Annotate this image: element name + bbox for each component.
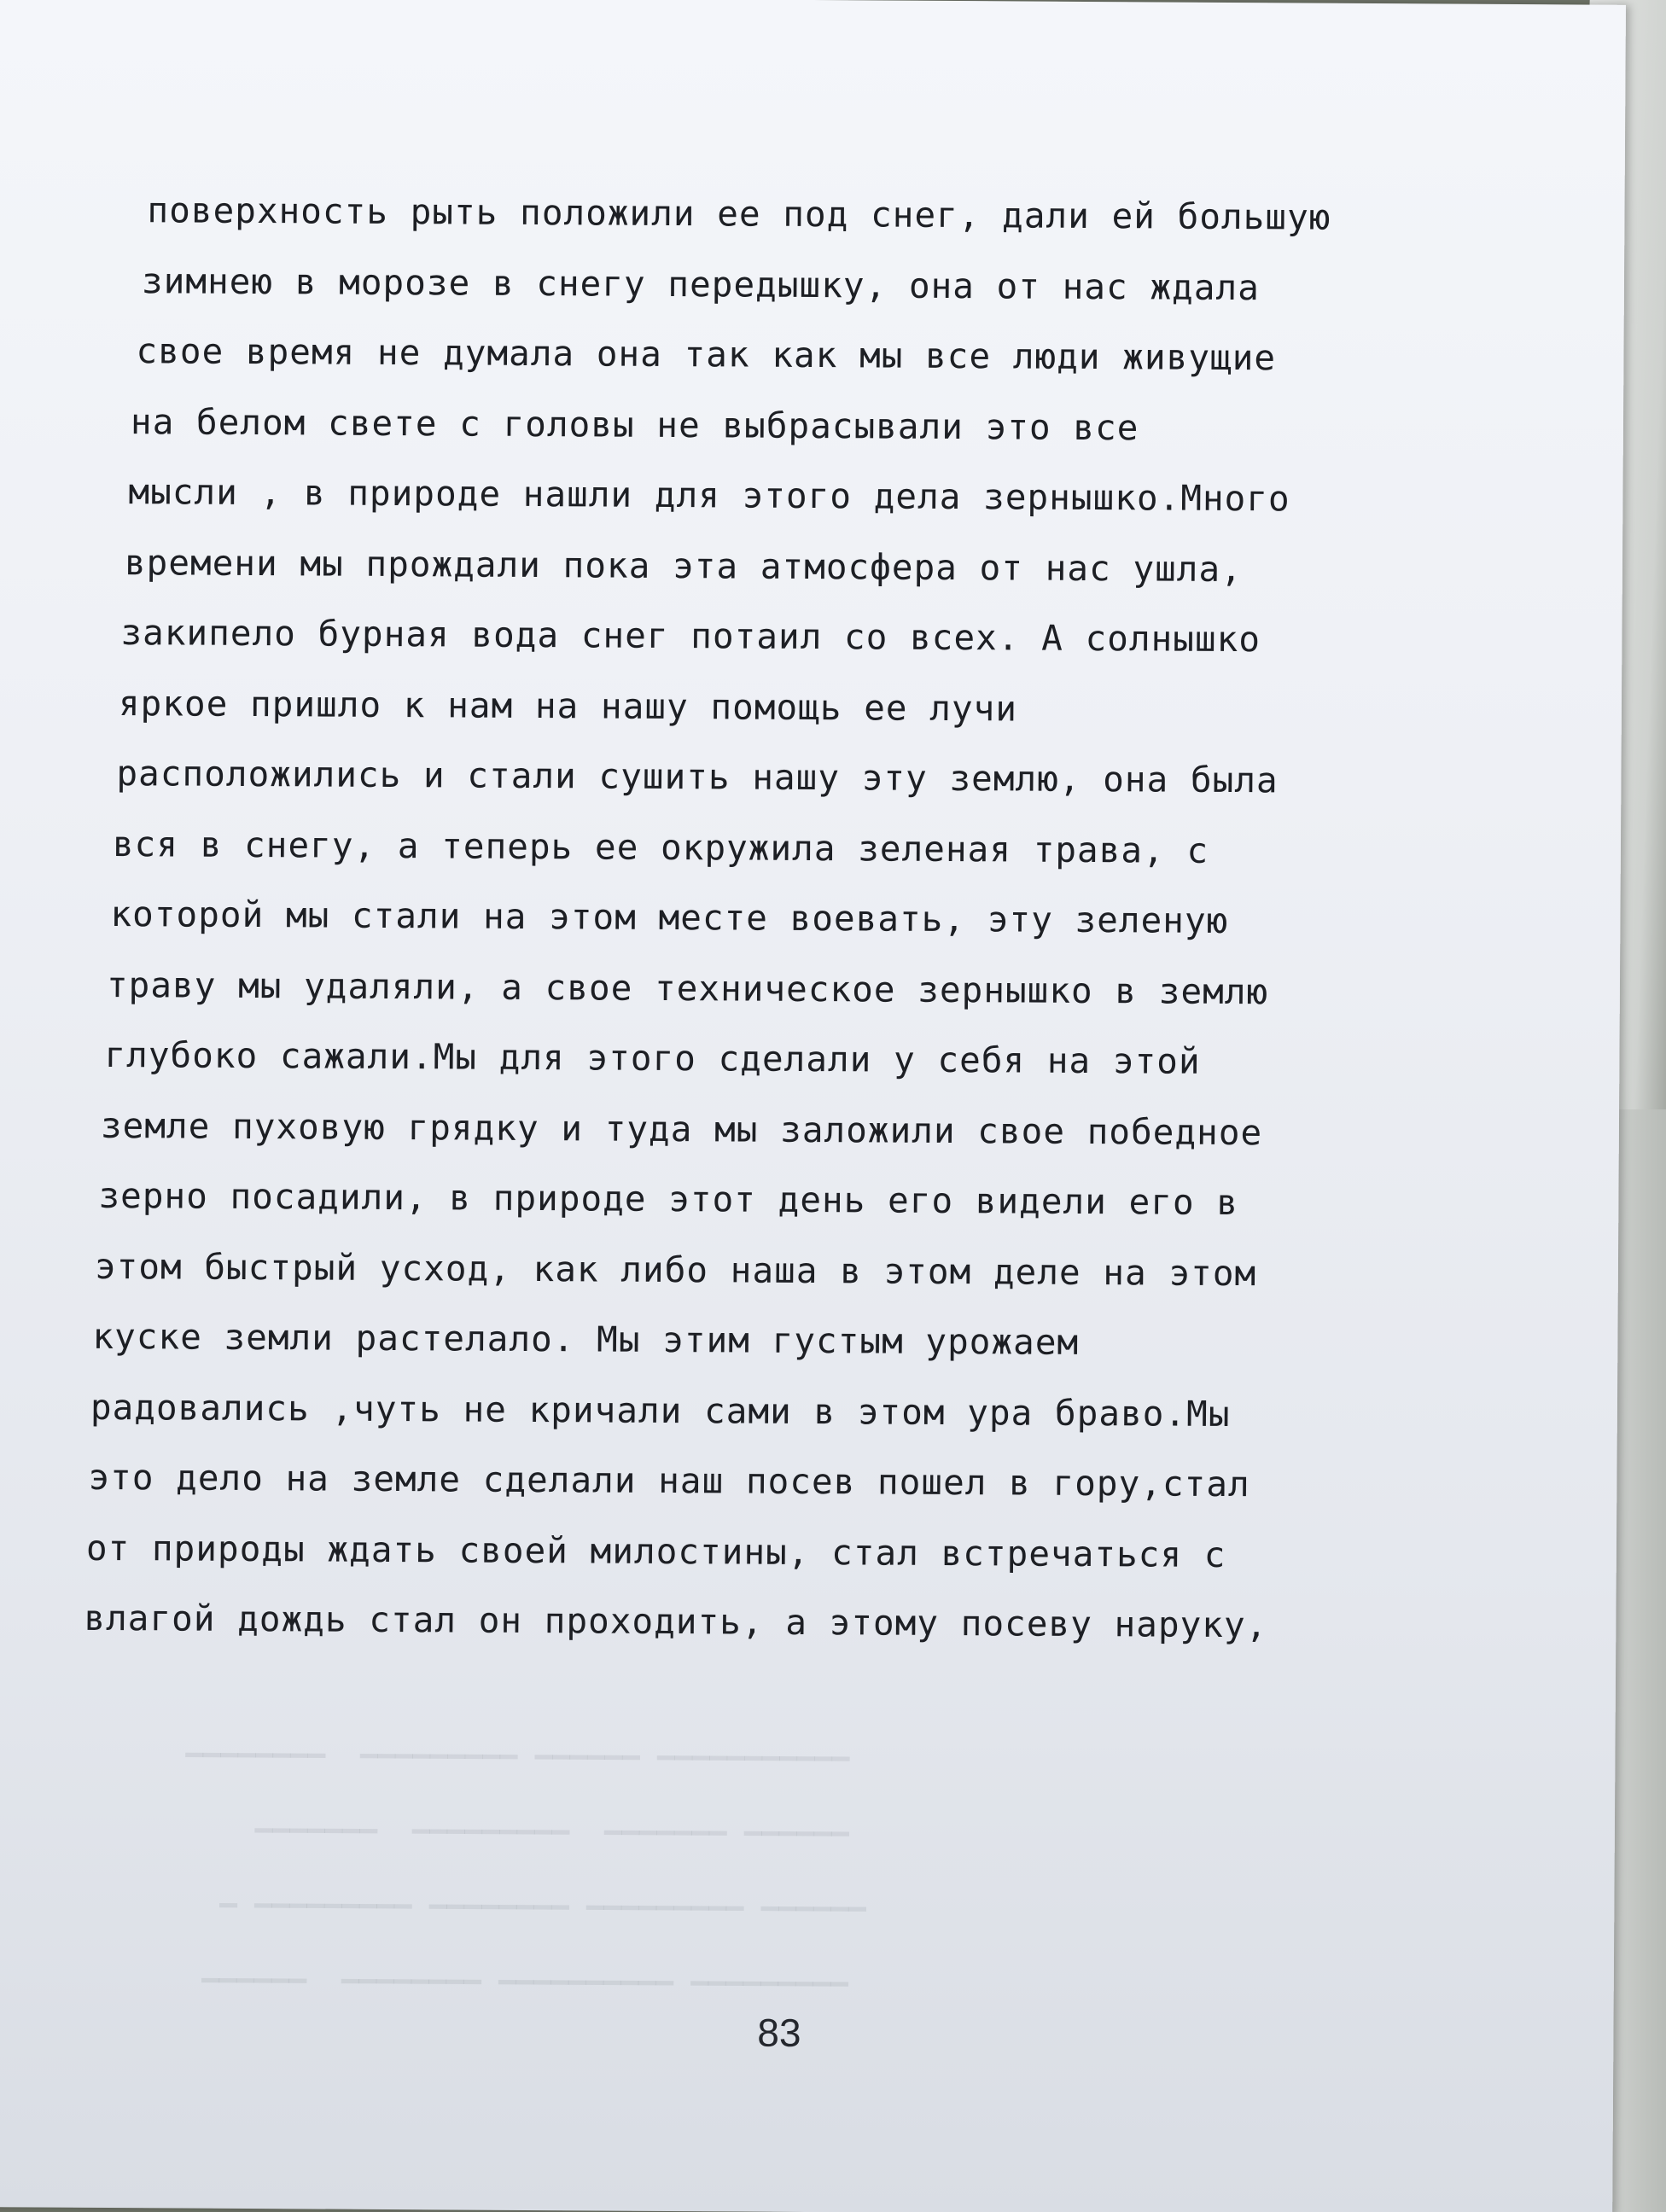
text-line: от природы ждать своей милостины, стал встречаться с (85, 1527, 1226, 1575)
text-line: на белом свете с головы не выбрасывали это все (130, 400, 1139, 448)
text-line: влагой дождь стал он проходить, а этому посеву наруку, (84, 1597, 1268, 1646)
text-line: поверхность рыть положили ее под снег, дали ей большую (147, 189, 1331, 238)
text-line: яркое пришло к нам на нашу помощь ее лучи (118, 682, 1018, 729)
text-line: расположились и стали сушить нашу эту землю, она была (116, 753, 1279, 801)
text-line: которой мы стали на этом месте воевать, эту зеленую (110, 893, 1229, 941)
text-line: зимнею в морозе в снегу передышку, она от нас ждала (141, 259, 1260, 308)
text-line: свое время не думала она так как мы все люди живущие (136, 330, 1277, 379)
text-line: вся в снегу, а теперь ее окружила зеленая трава, с (112, 823, 1209, 871)
text-line: этом быстрый усход, как либо наша в этом деле на этом (94, 1245, 1257, 1294)
text-line: радовались ,чуть не кричали сами в этом ура браво.Мы (90, 1386, 1231, 1435)
text-line: времени мы прождали пока эта атмосфера от нас ушла, (124, 541, 1243, 590)
text-line: земле пуховую грядку и туда мы заложили свое победное (100, 1104, 1263, 1153)
text-line: мысли , в природе нашли для этого дела зернышко.Много (128, 471, 1290, 520)
text-line: траву мы удаляли, а свое техническое зернышко в землю (106, 963, 1269, 1012)
text-line: куске земли растелало. Мы этим густым урожаем (92, 1315, 1080, 1363)
page-number: 83 (757, 2010, 801, 2055)
text-line: это дело на земле сделали наш посев пошел в гору,стал (88, 1456, 1250, 1505)
bleed-through-text: ▁▁▁▁▁▁▁▁ ▁▁▁▁▁▁▁▁▁ ▁▁▁▁▁▁ ▁▁▁▁▁▁▁▁▁▁▁ ▁▁▁▁▁▁▁ ▁▁▁▁▁▁▁▁▁ ▁▁▁▁▁▁▁ ▁▁▁▁▁▁ ▁ ▁▁▁▁▁▁▁▁▁ ▁▁▁▁▁▁▁▁ ▁▁▁▁▁▁▁▁▁ ▁▁▁▁▁▁ ▁▁▁▁▁▁ ▁▁▁▁▁▁▁▁ ▁▁▁▁▁▁▁▁▁▁ ▁▁▁▁▁▁▁▁▁ (183, 1723, 866, 1988)
text-line: глубоко сажали.Мы для этого сделали у себя на этой (104, 1033, 1201, 1082)
typewritten-text (84, 175, 1493, 1662)
text-line: зерно посадили, в природе этот день его видели его в (98, 1174, 1239, 1224)
text-line: закипело бурная вода снег потаил со всех. А солнышко (120, 612, 1261, 661)
